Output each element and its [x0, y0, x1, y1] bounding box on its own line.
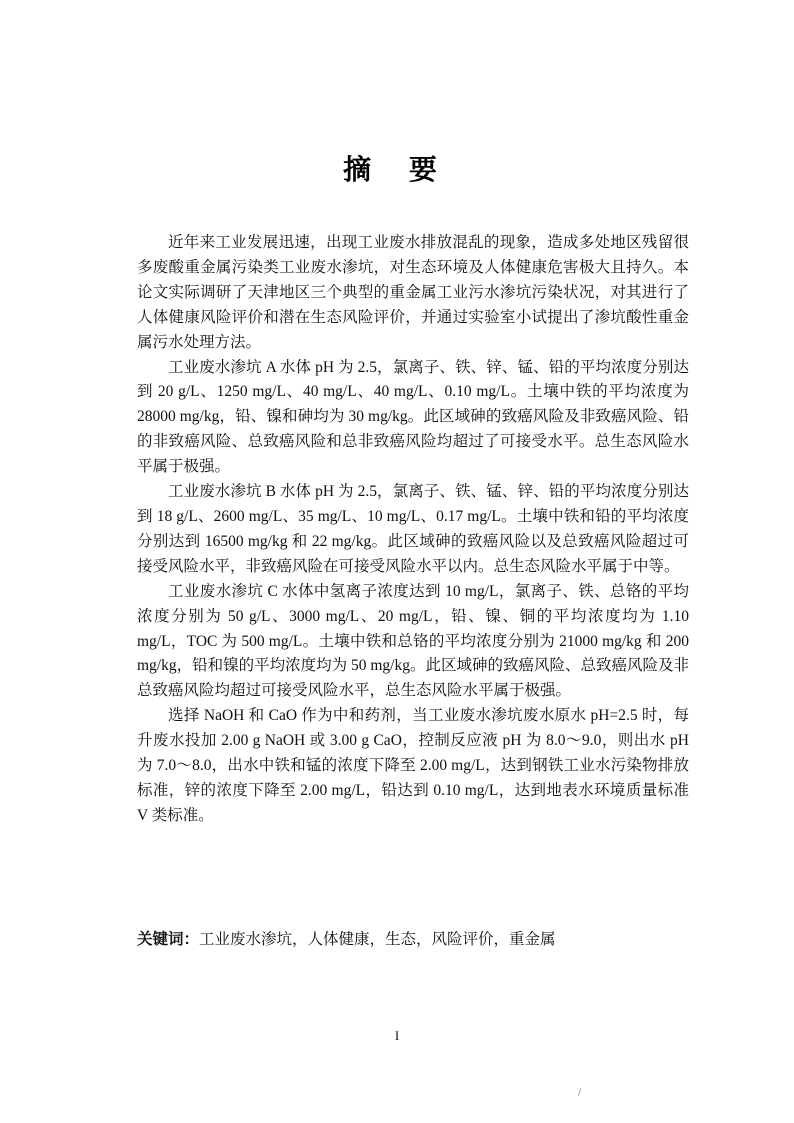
abstract-paragraph-5: 选择 NaOH 和 CaO 作为中和药剂，当工业废水渗坑废水原水 pH=2.5 时，每升废水投加 2.00 g NaOH 或 3.00 g CaO，控制反应液 pH 为 8.0～9.0，则出水 pH 为 7.0～8.0，出水中铁和锰的浓度下降至 2.00 mg/L，达到钢铁工业水污染物排放标准，锌的浓度下降至 2.00 mg/L，铅达到 0.10 mg/L，达到地表水环境质量标准 V 类标准。 — [137, 707, 689, 824]
abstract-paragraph-3: 工业废水渗坑 B 水体 pH 为 2.5，氯离子、铁、锰、锌、铅的平均浓度分别达到 18 g/L、2600 mg/L、35 mg/L、10 mg/L、0.17 mg/L。土壤中铁和铅的平均浓度分别达到 16500 mg/kg 和 22 mg/kg。此区域砷的致癌风险以及总致癌风险超过可接受风险水平，非致癌风险在可接受风险水平以内。总生态风险水平属于中等。 — [137, 483, 689, 575]
abstract-paragraph-4: 工业废水渗坑 C 水体中氢离子浓度达到 10 mg/L，氯离子、铁、总铬的平均浓度分别为 50 g/L、3000 mg/L、20 mg/L，铅、镍、铜的平均浓度均为 1.10 mg/L，TOC 为 500 mg/L。土壤中铁和总铬的平均浓度分别为 21000 mg/kg 和 200 mg/kg，铅和镍的平均浓度均为 50 mg/kg。此区域砷的致癌风险、总致癌风险及非总致癌风险均超过可接受风险水平，总生态风险水平属于极强。 — [137, 582, 689, 700]
abstract-paragraph-1: 近年来工业发展迅速，出现工业废水排放混乱的现象，造成多处地区残留很多废酸重金属污染类工业废水渗坑，对生态环境及人体健康危害极大且持久。本论文实际调研了天津地区三个典型的重金属工业污水渗坑污染状况，对其进行了人体健康风险评价和潜在生态风险评价，并通过实验室小试提出了渗坑酸性重金属污水处理方法。 — [137, 234, 689, 351]
keywords-line — [137, 927, 697, 949]
abstract-body — [137, 231, 689, 829]
page-number: I — [394, 1028, 400, 1043]
keywords-label: 关键词： — [137, 930, 200, 948]
page-title: 摘 要 — [343, 153, 451, 186]
keywords-text: 工业废水渗坑，人体健康，生态，风险评价，重金属 — [199, 931, 556, 948]
corner-mark: / — [578, 1087, 582, 1098]
abstract-paragraph-2: 工业废水渗坑 A 水体 pH 为 2.5，氯离子、铁、锌、锰、铅的平均浓度分别达到 20 g/L、1250 mg/L、40 mg/L、40 mg/L、0.10 mg/L。土壤中铁的平均浓度为 28000 mg/kg，铅、镍和砷均为 30 mg/kg。此区域砷的致癌风险及非致癌风险、铅的非致癌风险、总致癌风险和总非致癌风险均超过了可接受水平。总生态风险水平属于极强。 — [137, 358, 689, 476]
